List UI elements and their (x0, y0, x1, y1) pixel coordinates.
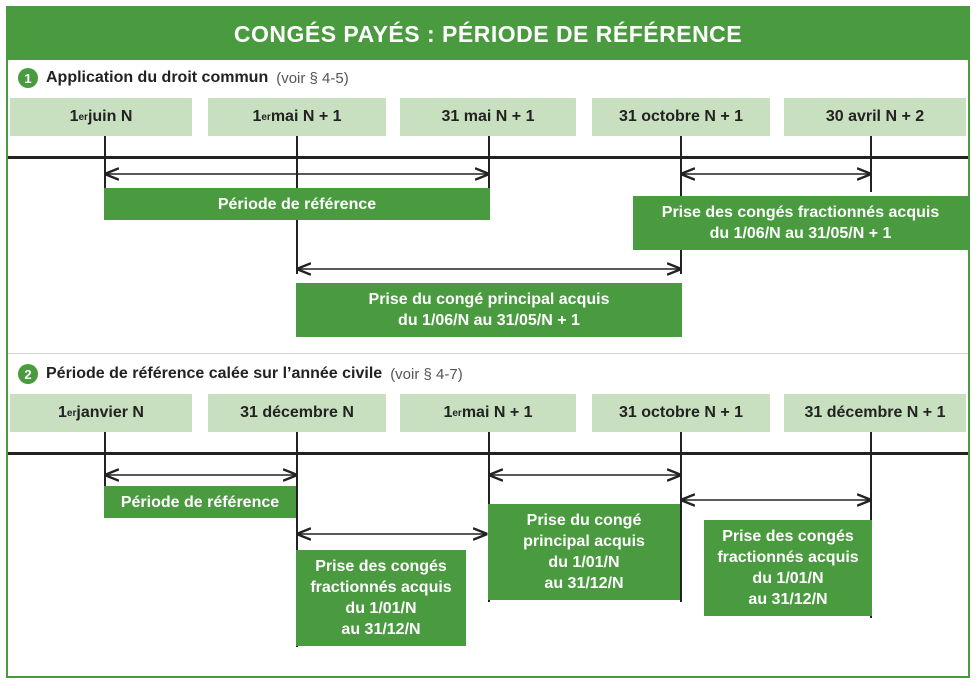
s1-date-3: 31 mai N + 1 (400, 98, 576, 136)
s1-box-reference: Période de référence (104, 188, 490, 220)
period-arrows (8, 8, 968, 676)
s2-date-2: 31 décembre N (208, 394, 386, 432)
section1-title: Application du droit commun (46, 69, 269, 86)
section1-number-icon: 1 (18, 68, 38, 88)
s1-date-1: 1 er juin N (10, 98, 192, 136)
s2-date-5: 31 décembre N + 1 (784, 394, 966, 432)
s2-box-principal: Prise du congé principal acquis du 1/01/N au 31/12/N (488, 504, 680, 600)
s1-box-fractionnes: Prise des congés fractionnés acquis du 1/06/N au 31/05/N + 1 (633, 196, 968, 250)
section1-reference: (voir § 4-5) (276, 69, 349, 87)
s2-box-fractionnes-a: Prise des congés fractionnés acquis du 1/01/N au 31/12/N (296, 550, 466, 646)
section2-title: Période de référence calée sur l’année civile (46, 365, 383, 382)
s1-date-2: 1 er mai N + 1 (208, 98, 386, 136)
s1-box-principal: Prise du congé principal acquis du 1/06/N au 31/05/N + 1 (296, 283, 682, 337)
s2-date-3: 1 er mai N + 1 (400, 394, 576, 432)
s2-date-1: 1 er janvier N (10, 394, 192, 432)
section2-number-icon: 2 (18, 364, 38, 384)
s1-date-5: 30 avril N + 2 (784, 98, 966, 136)
section2-reference: (voir § 4-7) (390, 365, 463, 383)
s1-date-4: 31 octobre N + 1 (592, 98, 770, 136)
s2-box-reference: Période de référence (104, 486, 296, 518)
diagram-frame (6, 6, 970, 678)
s2-date-4: 31 octobre N + 1 (592, 394, 770, 432)
diagram-title: CONGÉS PAYÉS : PÉRIODE DE RÉFÉRENCE (8, 8, 968, 60)
s2-box-fractionnes-b: Prise des congés fractionnés acquis du 1/01/N au 31/12/N (704, 520, 872, 616)
